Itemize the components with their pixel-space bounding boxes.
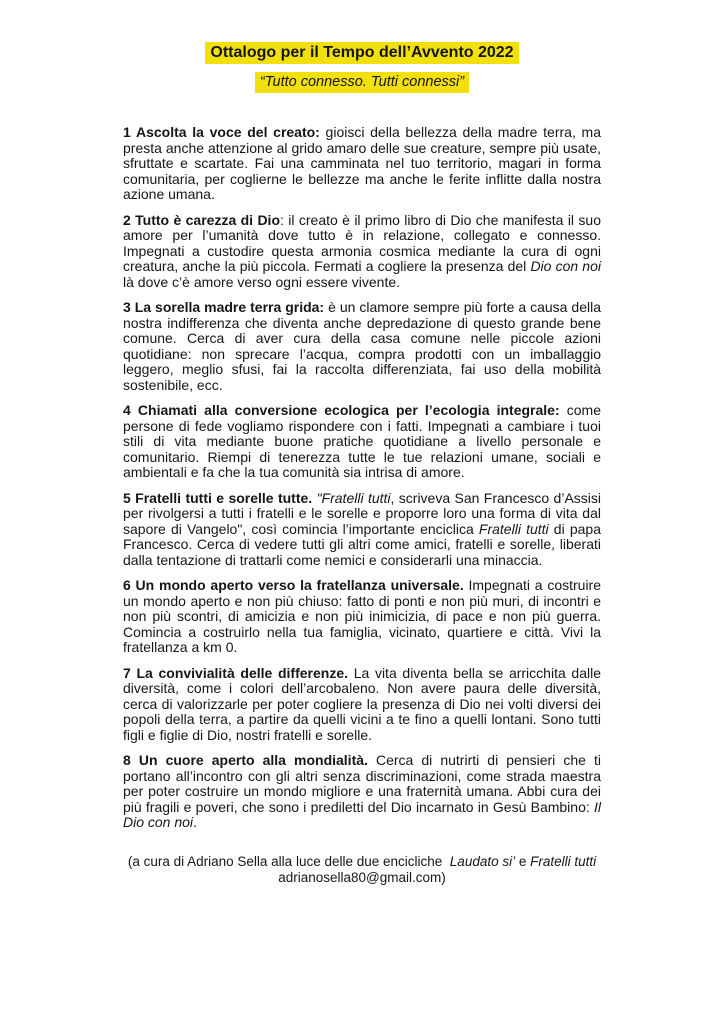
text-segment: 3 La sorella madre terra grida: <box>123 299 325 315</box>
text-segment: 8 Un cuore aperto alla mondialità. <box>123 752 368 768</box>
paragraph <box>123 300 601 393</box>
title-highlight: Ottalogo per il Tempo dell’Avvento 2022 <box>205 42 518 64</box>
text-segment: (a cura di Adriano Sella alla luce delle due encicliche <box>127 853 450 869</box>
text-segment: di papa Francesco. Cerca di vedere tutti gli altri come amici, fratelli e sorelle, liberati dalla tentazione di trattarli come nemici e considerarli una minaccia. <box>123 520 601 568</box>
text-segment: è un clamore sempre più forte a causa della nostra indifferenza che diventa anche depredazione di questo grande bene comune. Cerca di aver cura della casa comune nelle piccole azioni quotidiane: non sprecare l’acqua, compra prodotti con un imballaggio leggero, meglio sfusi, fai la raccolta differenziata, fai uso della mobilità sostenibile, ecc. <box>123 299 601 393</box>
text-segment: : il creato è il primo libro di Dio che manifesta il suo amore per l’umanità dove tutto è in relazione, collegato e connesso. Impegnati a custodire questa armonia cosmica mediante la cura di ogni creatura, anche la più piccola. Fermati a cogliere la presenza del <box>123 211 601 274</box>
text-segment: 6 Un mondo aperto verso la fratellanza universale. <box>123 577 464 593</box>
text-segment: là dove c’è amore verso ogni essere vivente. <box>123 273 401 290</box>
text-segment: 7 La convivialità delle differenze. <box>123 664 349 681</box>
text-segment: Impegnati a costruire un mondo aperto e non più chiuso: fatto di ponti e non più muri, di incontri e non più scontri, di amicizia e non più inimicizia, di pace e non più guerra. Comincia a costruirlo nella tua famiglia, vicinato, quartiere e città. Vivi la fratellanza a km 0. <box>123 577 601 655</box>
text-segment: , scriveva San Francesco d’Assisi per rivolgersi a tutti i fratelli e le sorelle e proporre loro una forma di vita dal sapore di Vangelo", così comincia l’importante enciclica <box>123 489 602 537</box>
subtitle-highlight: “Tutto connesso. Tutti connessi” <box>255 72 469 93</box>
text-segment: Dio con noi <box>530 258 601 274</box>
text-segment: "Fratelli tutti <box>316 489 391 506</box>
paragraph <box>123 213 601 291</box>
text-segment: 5 Fratelli tutti e sorelle tutte. <box>123 489 313 506</box>
paragraph <box>123 403 601 481</box>
text-segment: . <box>193 814 197 830</box>
document-title <box>123 42 601 64</box>
text-segment: gioisci della bellezza della madre terra, ma presta anche attenzione al grido amaro delle sue creature, sempre più usate, sfruttate e scartate. Fai una camminata nel tuo territorio, magari in forma comunitaria, per coglierne le bellezze ma anche le ferite inflitte dalla nostra azione umana. <box>123 124 601 202</box>
text-segment: Laudato si’ <box>449 853 516 869</box>
footer-email: adrianosella80@gmail.com) <box>278 869 446 885</box>
document-footer <box>123 854 601 886</box>
text-segment: e <box>515 853 531 869</box>
text-segment: 2 Tutto è carezza di Dio <box>123 211 280 228</box>
footer-credit <box>123 854 601 870</box>
paragraph <box>123 753 601 831</box>
paragraph <box>123 125 601 203</box>
paragraph <box>123 578 601 656</box>
text-segment: 1 Ascolta la voce del creato: <box>123 124 320 140</box>
text-segment: La vita diventa bella se arricchita dalle diversità, come i colori dell’arcobaleno. Non avere paura delle diversità, cerca di valorizzarle per poter cogliere la presenza di Dio nei volti diversi dei popoli della terra, a partire da quelli vicini a te fino a quelli lontani. Sono tutti figli e figlie di Dio, nostri fratelli e sorelle. <box>123 664 602 743</box>
text-segment: Cerca di nutrirti di pensieri che ti portano all’incontro con gli altri senza discriminazioni, come strada maestra per poter costruire un mondo migliore e una fraternità umana. Abbi cura dei più fragili e poveri, che sono i prediletti del Dio incarnato in Gesù Bambino: <box>123 752 601 815</box>
paragraph <box>123 491 601 569</box>
text-segment: Fratelli tutti <box>530 853 597 869</box>
text-segment: Il Dio con noi <box>123 798 601 830</box>
text-segment: Fratelli tutti <box>478 520 549 537</box>
document-subtitle <box>123 73 601 92</box>
text-segment: come persone di fede vogliamo rispondere con i fatti. Impegnati a cambiare i tuoi stili di vita mediante buone pratiche quotidiane a livello personale e comunitario. Riempi di tenerezza tutte le tue relazioni umane, sociali e ambientali e fa che la tua comunità sia intrisa di amore. <box>123 402 601 480</box>
body-paragraphs <box>123 125 601 831</box>
text-segment: 4 Chiamati alla conversione ecologica per l’ecologia integrale: <box>123 402 560 418</box>
paragraph <box>123 666 601 744</box>
